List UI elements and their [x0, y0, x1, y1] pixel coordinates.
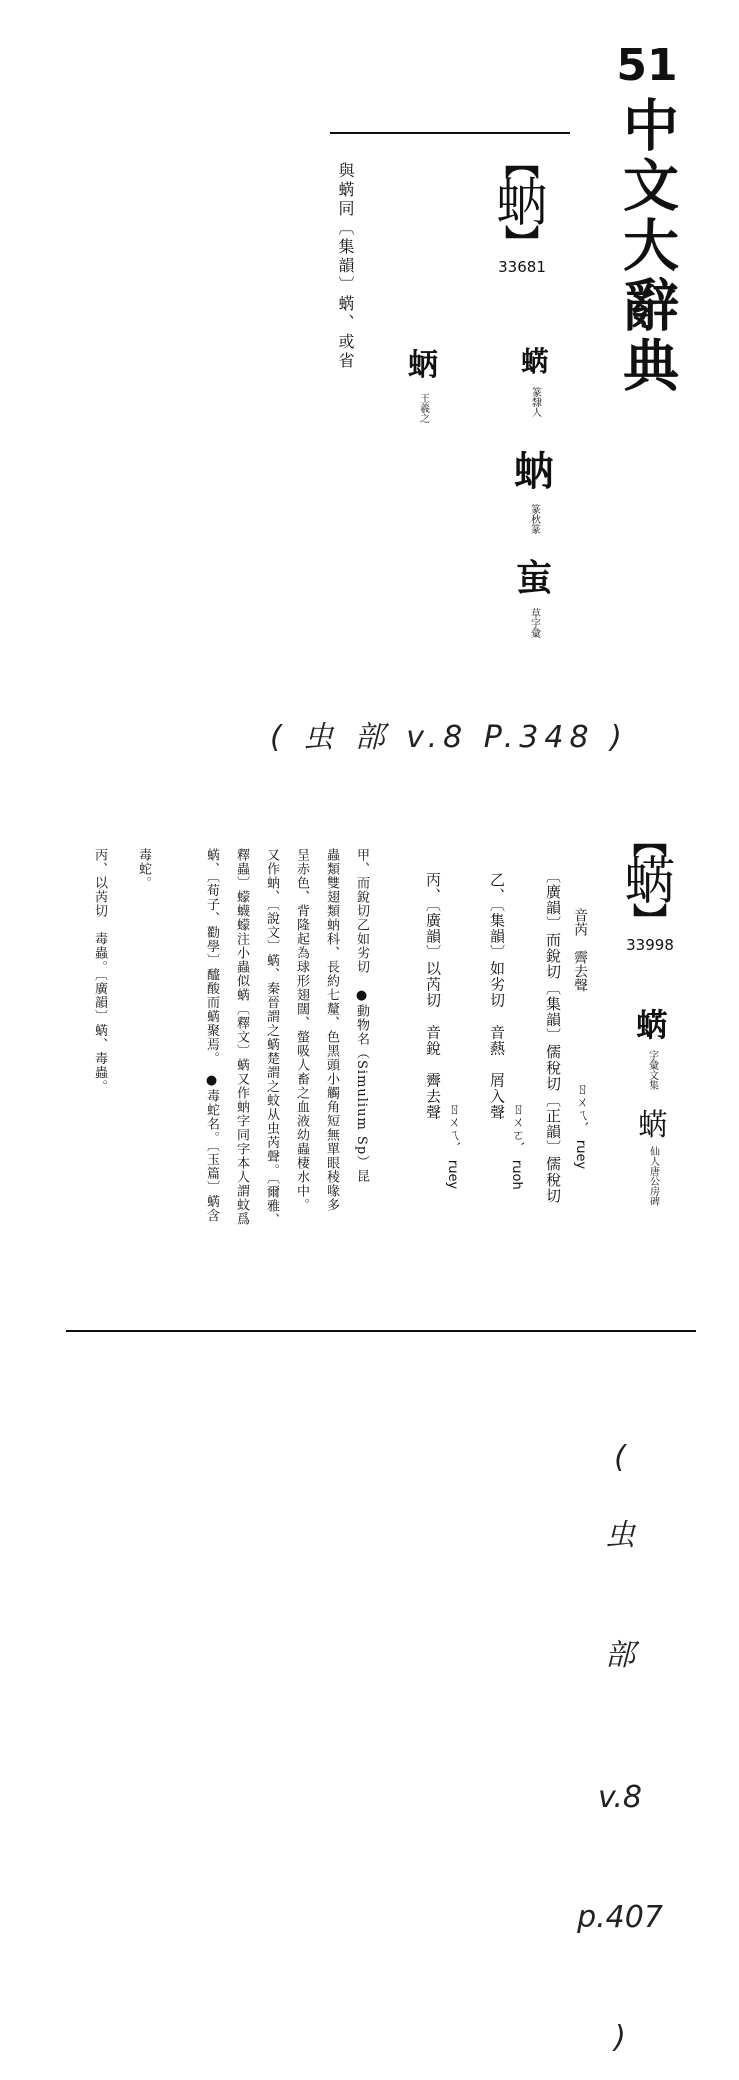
- entry1-variant-1: 蚋 篆秋篆: [514, 448, 554, 534]
- entry2-reading-bing-text: 〔廣韻〕以芮切 音銳 霽去聲: [424, 904, 442, 1121]
- entry1-side-variant: 蛃 王羲之: [408, 348, 438, 423]
- note2-close-paren: ): [614, 2020, 626, 2055]
- entry2-bottom-rule: [66, 1330, 696, 1332]
- entry2-reading-yi-text: 〔集韻〕如劣切 音爇 屑入聲: [488, 904, 506, 1121]
- note2-open-paren: (: [614, 1440, 626, 1475]
- entry2-reading-jia-sub: 音芮 霽去聲: [572, 908, 588, 992]
- entry2-reading-jia: 〔廣韻〕而銳切〔集韻〕儒稅切〔正韻〕儒稅切 音芮 霽去聲 ㄖㄨㄟˋ ruey: [544, 868, 588, 1204]
- entry2-variant-0: 蜹 字彙文集: [635, 1006, 668, 1090]
- entry2-body-col-6: 毒蛇。: [136, 848, 151, 890]
- note2-char-chong: 虫: [605, 1518, 635, 1553]
- entry2-head-char: 蜹: [623, 852, 676, 912]
- entry2-reading-bing-bopomofo: ㄖㄨㄟˋ: [445, 1102, 460, 1148]
- entry2-body-col-4: 釋蟲〕蠓蠛蠓注小蟲似蜹〔釋文〕蜹又作蚋字同字本人謂蚊爲: [234, 848, 249, 1226]
- entry2-body-col-5: 蜹、〔荀子、勸學〕醯酸而蜹聚焉。 ●毒蛇名。〔玉篇〕蜹含: [204, 848, 219, 1223]
- entry2-reading-jia-bopomofo: ㄖㄨㄟˋ: [573, 1082, 588, 1128]
- handwritten-note-2: [560, 1440, 680, 2080]
- entry1-head: ︻ 蚋 ︼ 33681: [482, 150, 562, 276]
- entry2-reading-jia-roman: ruey: [573, 1139, 588, 1170]
- book-title: 中文大辭典: [614, 96, 680, 396]
- entry2-head: ︻ 蜹 ︼ 33998: [610, 828, 690, 954]
- entry2-reading-yi-roman: ruoh: [509, 1159, 524, 1190]
- entry1-variant-0: 蜹 篆隸人: [520, 345, 549, 417]
- entry2-reading-yi-label: 乙、: [488, 872, 506, 904]
- note2-volume: v.8: [598, 1780, 642, 1815]
- entry2-body-col-1: 蟲類雙翅類蚋科、長約七釐、色黑頭小觸角短無單眼稜喙多: [324, 848, 339, 1212]
- entry2-body-col-0: 甲、而銳切乙如劣切 ●動物名（Simulium Sp）昆: [354, 848, 369, 1184]
- entry2-reading-bing-label: 丙、: [424, 872, 442, 904]
- note2-page: p.407: [577, 1900, 663, 1935]
- book-number: 51: [616, 40, 678, 91]
- entry2-reading-yi-bopomofo: ㄖㄨㄛˋ: [509, 1102, 524, 1148]
- entry2-body-col-7: 丙、以芮切 毒蟲。〔廣韻〕蜹、毒蟲。: [92, 848, 107, 1094]
- entry1-variant-2: 䖟 草字彙: [515, 557, 552, 638]
- entry2-reading-bing: [404, 872, 462, 1272]
- entry1-top-rule: [330, 132, 570, 134]
- entry2-reading-bing-roman: ruey: [445, 1159, 460, 1190]
- entry1-head-char: 蚋: [495, 174, 548, 234]
- entry2-variant-1: 蜹 仙人唐公房碑: [638, 1108, 668, 1206]
- entry2-body-col-3: 又作蚋、〔說文〕蜹、秦晉謂之蜹楚謂之蚊从虫芮聲。〔爾雅、: [264, 848, 279, 1227]
- entry2-reading-yi: [468, 872, 526, 1272]
- entry1-code: 33681: [498, 258, 546, 276]
- entry2-code: 33998: [626, 936, 674, 954]
- entry2-body-col-2: 呈赤色、背隆起為球形翅闊、螫吸人畜之血液幼蟲棲水中。: [294, 848, 309, 1212]
- note2-char-bu: 部: [605, 1638, 635, 1673]
- handwritten-note-1: ( 虫 部 v.8 P.348 ): [270, 720, 628, 755]
- entry1-definition: 與蜹同〔集韻〕蜹、或省: [336, 162, 355, 371]
